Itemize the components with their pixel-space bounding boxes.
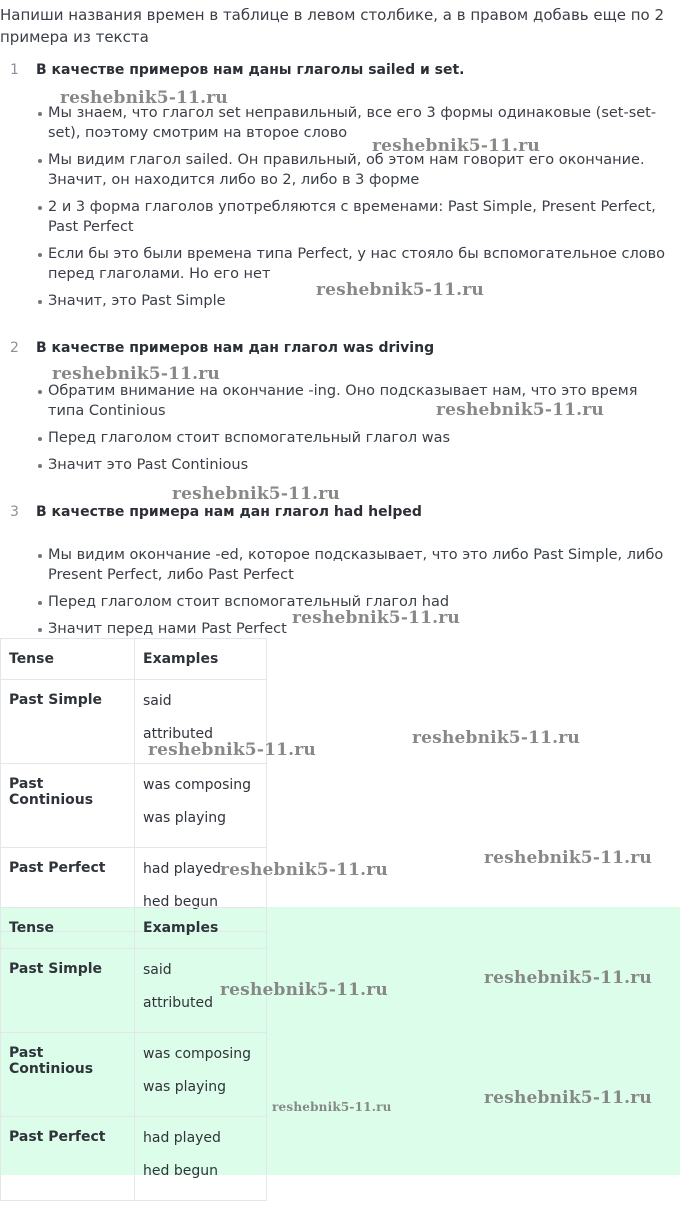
watermark: reshebnik5-11.ru <box>292 608 460 628</box>
watermark: reshebnik5-11.ru <box>316 280 484 300</box>
watermark: reshebnik5-11.ru <box>148 740 316 760</box>
example: was composing <box>143 1046 252 1062</box>
step-3-title <box>10 504 422 520</box>
watermark: reshebnik5-11.ru <box>484 968 652 988</box>
step-number: 2 <box>10 340 19 356</box>
task-text: Напиши названия времен в таблице в левом столбике, а в правом добавь еще по 2 примера из текста <box>0 6 665 46</box>
tense-cell: Past Continious <box>1 764 135 848</box>
example: said <box>143 693 172 709</box>
list-item: Мы видим окончание -ed, которое подсказывает, что это либо Past Simple, либо Present Perfect, либо Past Perfect <box>36 545 676 585</box>
list-item: Значит перед нами Past Perfect <box>36 619 676 639</box>
step-title-text: В качестве примеров нам дан глагол was driving <box>36 340 435 356</box>
example: said <box>143 962 172 978</box>
list-item: 2 и 3 форма глаголов употребляются с временами: Past Simple, Present Perfect, Past Perfect <box>36 197 676 237</box>
table-header-row <box>1 639 267 680</box>
examples-cell <box>135 1117 267 1201</box>
example: hed begun <box>143 894 218 910</box>
table-row <box>1 764 267 848</box>
list-item: Перед глаголом стоит вспомогательный глагол was <box>36 428 676 448</box>
tense-table <box>0 638 267 932</box>
step-number: 1 <box>10 62 19 78</box>
step-number: 3 <box>10 504 19 520</box>
example: was playing <box>143 1079 227 1095</box>
example: was playing <box>143 810 227 826</box>
tense-cell: Past Continious <box>1 1033 135 1117</box>
table-row <box>1 1117 267 1201</box>
watermark: reshebnik5-11.ru <box>372 136 540 156</box>
example: attributed <box>143 995 213 1011</box>
watermark: reshebnik5-11.ru <box>436 400 604 420</box>
header-examples: Examples <box>135 908 267 949</box>
header-tense: Tense <box>1 908 135 949</box>
step-3-bullets <box>36 545 676 646</box>
watermark: reshebnik5-11.ru <box>60 88 228 108</box>
step-2-bullets <box>36 381 676 482</box>
header-examples: Examples <box>135 639 267 680</box>
watermark: reshebnik5-11.ru <box>484 848 652 868</box>
tense-cell: Past Perfect <box>1 848 135 932</box>
watermark: reshebnik5-11.ru <box>172 484 340 504</box>
examples-cell <box>135 764 267 848</box>
list-item: Значит это Past Continious <box>36 455 676 475</box>
table-header-row <box>1 908 267 949</box>
table-row <box>1 1033 267 1117</box>
step-2-title <box>10 340 434 356</box>
list-item: Мы видим глагол sailed. Он правильный, об этом нам говорит его окончание. Значит, он находится либо во 2, либо в 3 форме <box>36 150 676 190</box>
list-item: Значит, это Past Simple <box>36 291 676 311</box>
watermark: reshebnik5-11.ru <box>412 728 580 748</box>
examples-cell <box>135 1033 267 1117</box>
tense-cell: Past Simple <box>1 680 135 764</box>
tense-table-highlighted <box>0 907 267 1201</box>
example: had played <box>143 1130 221 1146</box>
step-title-text: В качестве примеров нам даны глаголы sailed и set <box>36 62 460 78</box>
watermark: reshebnik5-11.ru <box>484 1088 652 1108</box>
watermark: reshebnik5-11.ru <box>220 860 388 880</box>
tense-cell: Past Simple <box>1 949 135 1033</box>
step-title-suffix: . <box>459 62 465 78</box>
list-item: Если бы это были времена типа Perfect, у нас стояло бы вспомогательное слово перед глаголами. Но его нет <box>36 244 676 284</box>
watermark: reshebnik5-11.ru <box>272 1100 392 1114</box>
list-item: Перед глаголом стоит вспомогательный глагол had <box>36 592 676 612</box>
list-item: Обратим внимание на окончание -ing. Оно подсказывает нам, что это время типа Continious <box>36 381 676 421</box>
list-item: Мы знаем, что глагол set неправильный, все его 3 формы одинаковые (set-set-set), поэтому смотрим на второе слово <box>36 103 676 143</box>
example: was composing <box>143 777 252 793</box>
tense-cell: Past Perfect <box>1 1117 135 1201</box>
example: had played <box>143 861 221 877</box>
step-title-text: В качестве примера нам дан глагол had helped <box>36 504 422 520</box>
example: attributed <box>143 726 213 742</box>
watermark: reshebnik5-11.ru <box>52 364 220 384</box>
watermark: reshebnik5-11.ru <box>220 980 388 1000</box>
example: hed begun <box>143 1163 218 1179</box>
step-1-title <box>10 62 465 78</box>
header-tense: Tense <box>1 639 135 680</box>
